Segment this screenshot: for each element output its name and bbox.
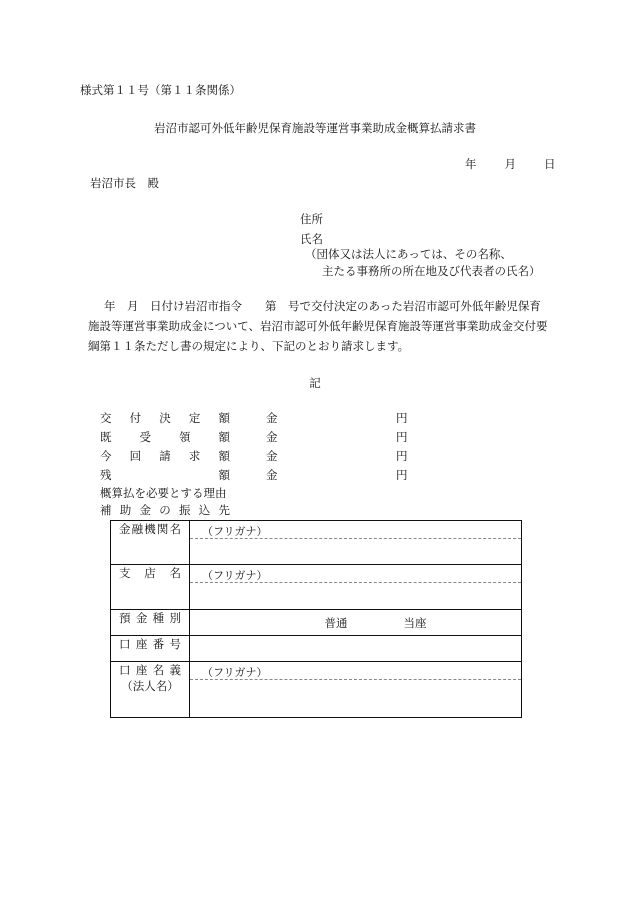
furigana-label: （フリガナ） [190, 521, 521, 539]
reason-label: 概算払を必要とする理由 [100, 486, 227, 500]
institution-input-cell[interactable] [190, 521, 522, 565]
date-month: 月 [504, 157, 516, 171]
account-holder-input-cell[interactable] [190, 662, 522, 718]
date-day: 日 [544, 157, 556, 171]
account-holder-label: 口座名義 [119, 663, 181, 677]
amount-en: 円 [396, 468, 408, 482]
branch-label-cell [111, 565, 190, 610]
amount-label: 交付決定額 [100, 411, 230, 425]
furigana-label: （フリガナ） [190, 565, 521, 583]
table-row [111, 636, 522, 662]
bank-account-table [110, 520, 522, 718]
amount-kin: 金 [266, 468, 278, 482]
branch-label: 支店名 [119, 566, 181, 580]
deposit-type-cell [190, 610, 522, 636]
amount-label: 既受領額 [100, 430, 230, 444]
toza-option[interactable]: 当座 [403, 615, 427, 630]
amount-en: 円 [396, 430, 408, 444]
transfer-label: 補助金の振込先 [100, 503, 230, 517]
request-body-text: 年 月 日付け岩沼市指令 第 号で交付決定のあった岩沼市認可外低年齢児保育施設等運営事業助成金について、岩沼市認可外低年齢児保育施設等運営事業助成金交付要綱第１１条ただし書の規定により、下記のとおり請求します。 [88, 299, 548, 353]
amount-en: 円 [396, 411, 408, 425]
amount-label: 残額 [100, 468, 230, 482]
institution-label: 金融機関名 [119, 522, 181, 536]
account-number-input-cell[interactable] [190, 636, 522, 662]
furigana-label: （フリガナ） [190, 662, 521, 680]
deposit-type-label-cell [111, 610, 190, 636]
amount-kin: 金 [266, 449, 278, 463]
table-row [111, 565, 522, 610]
deposit-type-label: 預金種別 [119, 611, 181, 625]
corporate-name-label: （法人名） [121, 679, 179, 693]
table-row [111, 610, 522, 636]
table-row [111, 521, 522, 565]
addressee: 岩沼市長 殿 [90, 176, 159, 190]
account-number-label: 口座番号 [119, 637, 181, 651]
branch-input-cell[interactable] [190, 565, 522, 610]
institution-label-cell [111, 521, 190, 565]
account-number-label-cell [111, 636, 190, 662]
futsu-option[interactable]: 普通 [324, 615, 348, 630]
account-holder-label-cell [111, 662, 190, 718]
form-number: 様式第１１号（第１１条関係） [80, 83, 241, 97]
address-label: 住所 [300, 212, 323, 226]
applicant-note-line1: （団体又は法人にあっては、その名称、 [305, 247, 512, 261]
ki-heading: 記 [309, 376, 321, 390]
amount-en: 円 [396, 449, 408, 463]
date-year: 年 [465, 157, 477, 171]
applicant-note-line2: 主たる事務所の所在地及び代表者の氏名） [322, 264, 541, 278]
amount-kin: 金 [266, 430, 278, 444]
document-title: 岩沼市認可外低年齢児保育施設等運営事業助成金概算払請求書 [154, 121, 476, 135]
table-row [111, 662, 522, 718]
date-line [465, 156, 556, 172]
name-label: 氏名 [300, 232, 323, 246]
amount-label: 今回請求額 [100, 449, 230, 463]
amount-kin: 金 [266, 411, 278, 425]
